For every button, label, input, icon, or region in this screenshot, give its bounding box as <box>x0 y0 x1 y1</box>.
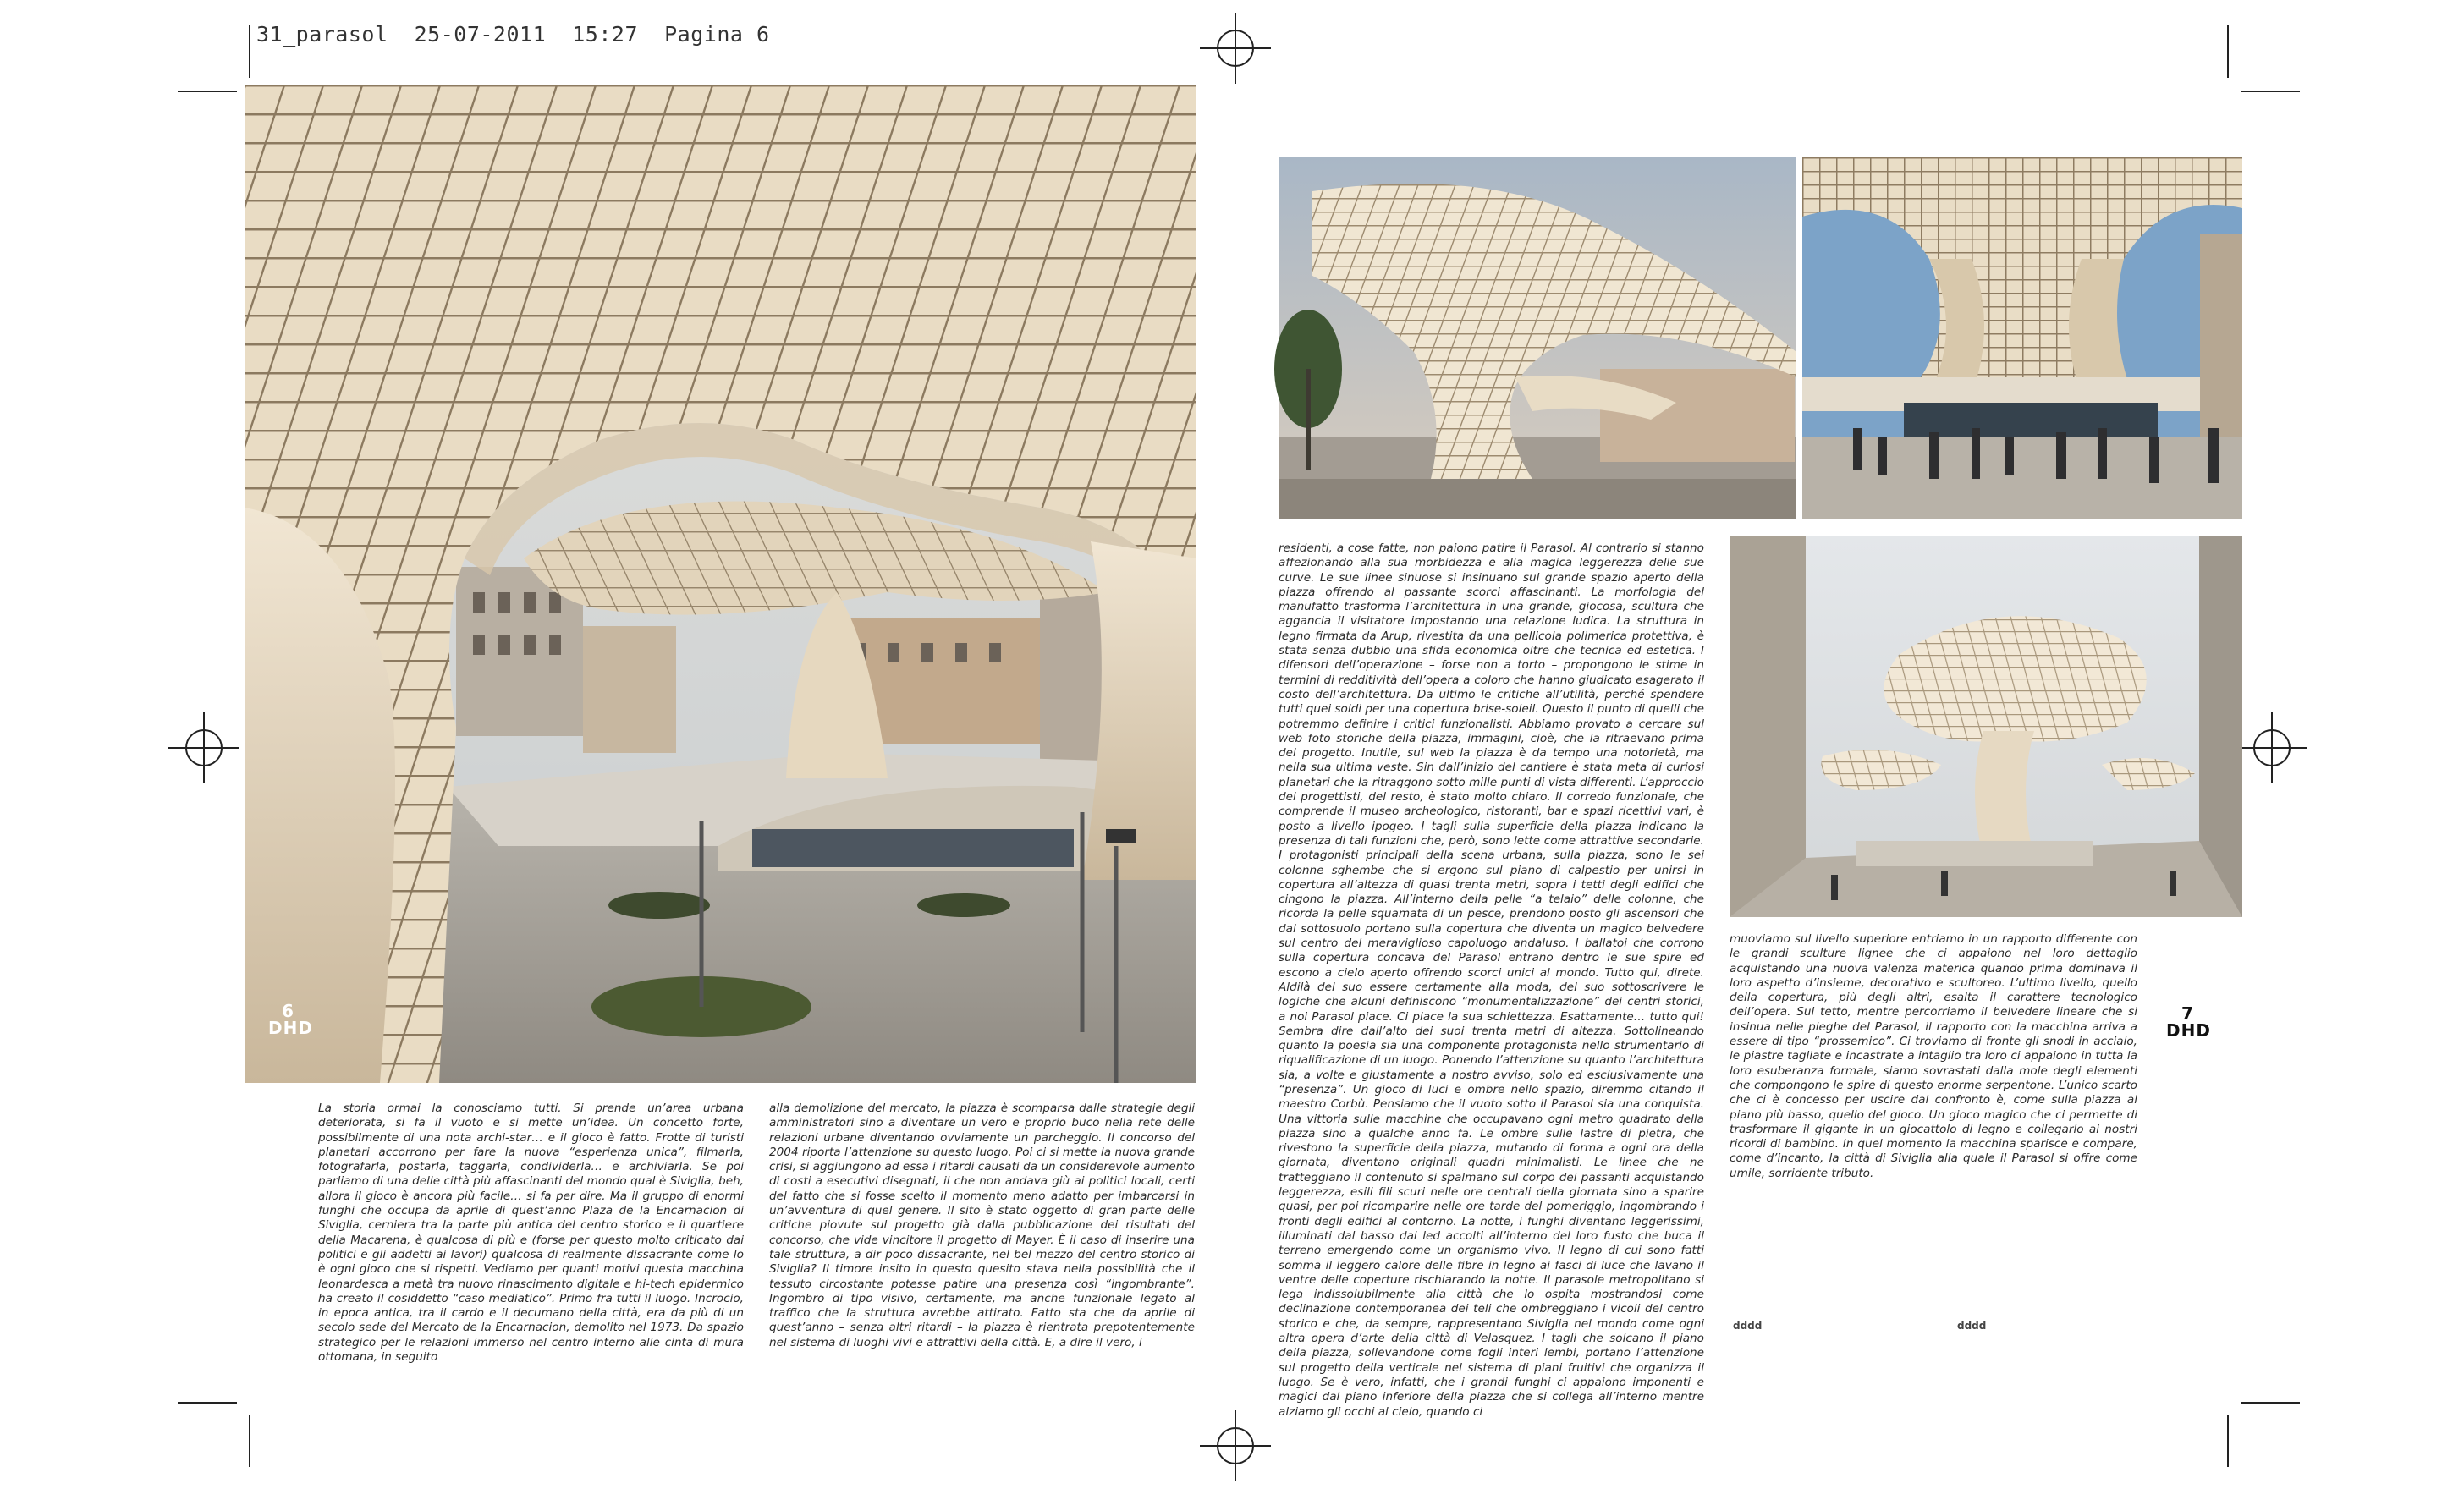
parasol-under-canopy-photo <box>245 85 1196 1083</box>
crop-mark <box>178 91 237 92</box>
page-number-value: 7 <box>2181 1003 2193 1024</box>
crop-mark <box>249 1415 250 1467</box>
parasol-visitors-photo <box>1802 157 2242 519</box>
article-column-4: muoviamo sul livello superiore entriamo in un rapporto differente con le grandi sculture lignee che ci appaiono nel loro dettaglio acquistando una nuova valenza materica quando prima dominava il loro aspetto d’insieme, decorativo e scultoreo. L’ultimo livello, quello della copertura, più degli altri, esalta il carattere tecnologico dell’opera. Sul tetto, mentre percorriamo il belvedere lineare che si insinua nelle pieghe del Parasol, il rapporto con la macchina arriva a essere di tipo “prossemico”. Ci troviamo di fronte gli snodi in acciaio, le piastre tagliate e incastrate a intaglio tra loro ci appaiono in tutta la loro esuberanza formale, siamo sovrastati dalla mole degli elementi che compongono le spire di questo enorme serpentone. L’unico scarto che ci è concesso per uscire dal confronto è, come sulla piazza al piano più basso, quello del gioco. Un gioco magico che ci permette di trasformare il gigante in un giocattolo di legno e collegarlo ai nostri ricordi di bambino. In quel momento la macchina sparisce e compare, come d’incanto, la città di Siviglia alla quale il Parasol si offre come umile, sorridente tributo. <box>1730 932 2137 1180</box>
slug-line <box>256 22 770 47</box>
page-number-value: 6 <box>282 1001 294 1021</box>
registration-mark <box>2253 729 2291 766</box>
parasol-dusk-view-photo <box>1279 157 1796 519</box>
footer-mark: dddd <box>1733 1320 1763 1332</box>
registration-mark <box>1217 30 1254 67</box>
crop-mark <box>2227 25 2229 78</box>
crop-mark <box>2241 91 2300 92</box>
dhd-logo: DHD <box>268 1018 313 1038</box>
article-column-2: alla demolizione del mercato, la piazza è scomparsa dalle strategie degli amministratori sino a diventare un vero e proprio buco nella rete delle relazioni urbane diventando ovviamente un parcheggio. Il concorso del 2004 riporta l’attenzione su questo luogo. Poi ci si mette la nuova grande crisi, si aggiungono ad essa i ritardi causati da un considerevole aumento di costi a esecutivi disegnati, il che non andava giù ai politici locali, certi del fatto che si fosse scelto il momento meno adatto per imbarcarsi in un’avventura di quel genere. Il sito è stato oggetto di gran parte delle critiche piovute sul progetto già dalla pubblicazione dei risultati del concorso, che vide vincitore il progetto di Mayer. È il caso di inserire una tale struttura, a dir poco dissacrante, nel bel mezzo del centro storico di Siviglia? Il timore insito in questo quesito stava nella possibilità che il tessuto circostante potesse patire una presenza così “ingombrante”. Ingombro di tipo visivo, certamente, ma anche funzionale legato al traffico che la struttura avrebbe attirato. Fatto sta che da aprile di quest’anno – senza altri ritardi – la piazza è rientrata prepotentemente nel sistema di luoghi vivi e attrattivi della città. E, a dire il vero, i <box>769 1102 1195 1349</box>
crop-mark <box>2241 1402 2300 1404</box>
slug-date: 25-07-2011 <box>414 22 547 47</box>
crop-mark <box>2227 1415 2229 1467</box>
slug-page: Pagina 6 <box>664 22 770 47</box>
crop-mark <box>249 25 250 78</box>
article-column-1: La storia ormai la conosciamo tutti. Si prende un’area urbana deteriorata, si fa il vuoto e si mette un’idea. Un concetto forte, possibilmente di una nota archi-star… e il gioco è fatto. Frotte di turisti planetari accorrono per fare la nuova “esperienza unica”, filmarla, fotografarla, postarla, taggarla, condividerla… e archiviarla. Se poi parliamo di una delle città più affascinanti del mondo qual è Siviglia, beh, allora il gioco è ancora più facile… si fa per dire. Ma il gruppo di enormi funghi che occupa da aprile di quest’anno Plaza de la Encarnacion di Siviglia, cerniera tra la parte più antica del centro storico e il quartiere della Macarena, è qualcosa di più e (forse per questo molto criticato dai politici e gli addetti ai lavori) qualcosa di realmente dissacrante come lo è ogni gioco che si rispetti. Vediamo per quanti motivi questa macchina leonardesca a metà tra nuovo rinascimento digitale e hi-tech epidermico ha creato il cosiddetto “caso mediatico”. Primo fra tutti il luogo. Incrocio, in epoca antica, tra il cardo e il decumano della città, era da più di un secolo sede del Mercato de la Encarnacion, demolito nel 1973. Da spazio strategico per le relazioni immerso nel centro interno alle cinta di mura ottomana, in seguito <box>318 1102 744 1365</box>
article-column-3: residenti, a cose fatte, non paiono patire il Parasol. Al contrario si stanno affezionando alla sua morbidezza e alla magica leggerezza delle sue curve. Le sue linee sinuose si insinuano sul grande spazio aperto della piazza offrendo al passante scorci affascinanti. La morfologia del manufatto trasforma l’architettura in una grande, giocosa, scultura che aggancia il visitatore impostando una relazione ludica. La struttura in legno firmata da Arup, rivestita da una pellicola polimerica protettiva, è stata senza dubbio una sfida economica oltre che tecnica ed estetica. I difensori dell’operazione – forse non a torto – propongono le stime in termini di redditività dell’opera a coloro che hanno giudicato esagerato il costo dell’architettura. Da ultimo le critiche all’utilità, perché spendere tutti quei soldi per una copertura brise-soleil. Questo il punto di quelli che potremmo definire i critici funzionalisti. Abbiamo provato a cercare sul web foto storiche della piazza, immagini, cioè, che la ritraevano prima del progetto. Inutile, sul web la piazza è da tempo una notorietà, ma nella sua ultima veste. Sin dall’inizio del cantiere è stata meta di curiosi planetari che la ritraggono sotto mille punti di vista differenti. L’approccio dei progettisti, del resto, è stato molto chiaro. Il corredo funzionale, che comprende il museo archeologico, ristoranti, bar e spazi ricettivi vari, è posto a livello ipogeo. I tagli sulla superficie della piazza indicano la presenza di tali funzioni che, però, sono lette come attrattive secondarie. I protagonisti principali della scena urbana, sulla piazza, sono le sei colonne sghembe che si ergono sul piano di calpestio per unirsi in copertura all’altezza di quasi trenta metri, sopra i tetti degli edifici che cingono la piazza. All’interno della pelle “a telaio” delle colonne, che ricorda la pelle squamata di un pesce, prendono posto gli ascensori che dal sottosuolo portano sulla copertura che diventa un magico belvedere sul centro del meraviglioso capoluogo andaluso. I ballatoi che corrono sulla copertura concava del Parasol entrano dentro le sue spire ed escono a cielo aperto offrendo scorci unici al mondo. Tutto qui, direte. Aldilà del suo essere certamente alla moda, del suo sottoscrivere le logiche che alcuni definiscono “monumentalizzazione” dei centri storici, a noi Parasol piace. Ci piace la sua schiettezza. Esattamente… tutto qui! Sembra dire dall’alto dei suoi trenta metri di altezza. Sottolineando quanto la poesia sia una componente protagonista nello strumentario di riqualificazione di un luogo. Ponendo l’attenzione su quanto l’architettura sia, a volte e giustamente a nostro avviso, solo ed esclusivamente una “presenza”. Un gioco di luci e ombre nello spazio, diremmo citando il maestro Corbù. Pensiamo che il vuoto sotto il Parasol sia una conquista. Una vittoria sulle macchine che occupavano ogni metro quadrato della piazza sino a qualche anno fa. Le ombre sulle lastre di pietra, che rivestono la superficie della piazza, mutando di forma a ogni ora della giornata, diventano originali quadri minimalisti. Le linee che ne tratteggiano il contenuto si spalmano sul corpo dei passanti acquistando leggerezza, esili fili scuri nelle ore centrali della giornata sino a sparire quasi, per poi ricomparire nelle ore tarde del pomeriggio, ingombrando i fronti degli edifici al contorno. La notte, i funghi diventano leggerissimi, illuminati dal basso dai led accolti all’interno del loro fusto che buca il terreno emergendo come un organismo vivo. Il legno di cui sono fatti somma il leggero calore delle fibre in legno ai fasci di luce che lavano il ventre delle coperture rischiarando la notte. Il parasole metropolitano si lega indissolubilmente alla città che lo ospita mostrandosi come declinazione contemporanea dei teli che ombreggiano i vicoli del centro storico e che, da sempre, rappresentano Siviglia nel mondo come ogni altra opera d’arte della città di Velasquez. I tagli che solcano il piano della piazza, sollevandone come fogli interi lembi, portano l’attenzione sul progetto della verticale nel sistema di piani fruitivi che organizza il luogo. Se è vero, infatti, che i grandi funghi ci appaiono imponenti e magici dal piano inferiore della piazza che si collega all’interno mentre alziamo gli occhi al cielo, quando ci <box>1279 541 1704 1419</box>
parasol-street-view-photo <box>1730 536 2242 917</box>
footer-mark: dddd <box>1957 1320 1987 1332</box>
slug-file: 31_parasol <box>256 22 388 47</box>
slug-time: 15:27 <box>572 22 639 47</box>
registration-mark <box>185 729 223 766</box>
crop-mark <box>178 1402 237 1404</box>
page-number-left <box>268 1001 313 1038</box>
page-number-right <box>2166 1003 2211 1041</box>
registration-mark <box>1217 1427 1254 1464</box>
dhd-logo: DHD <box>2166 1020 2211 1041</box>
